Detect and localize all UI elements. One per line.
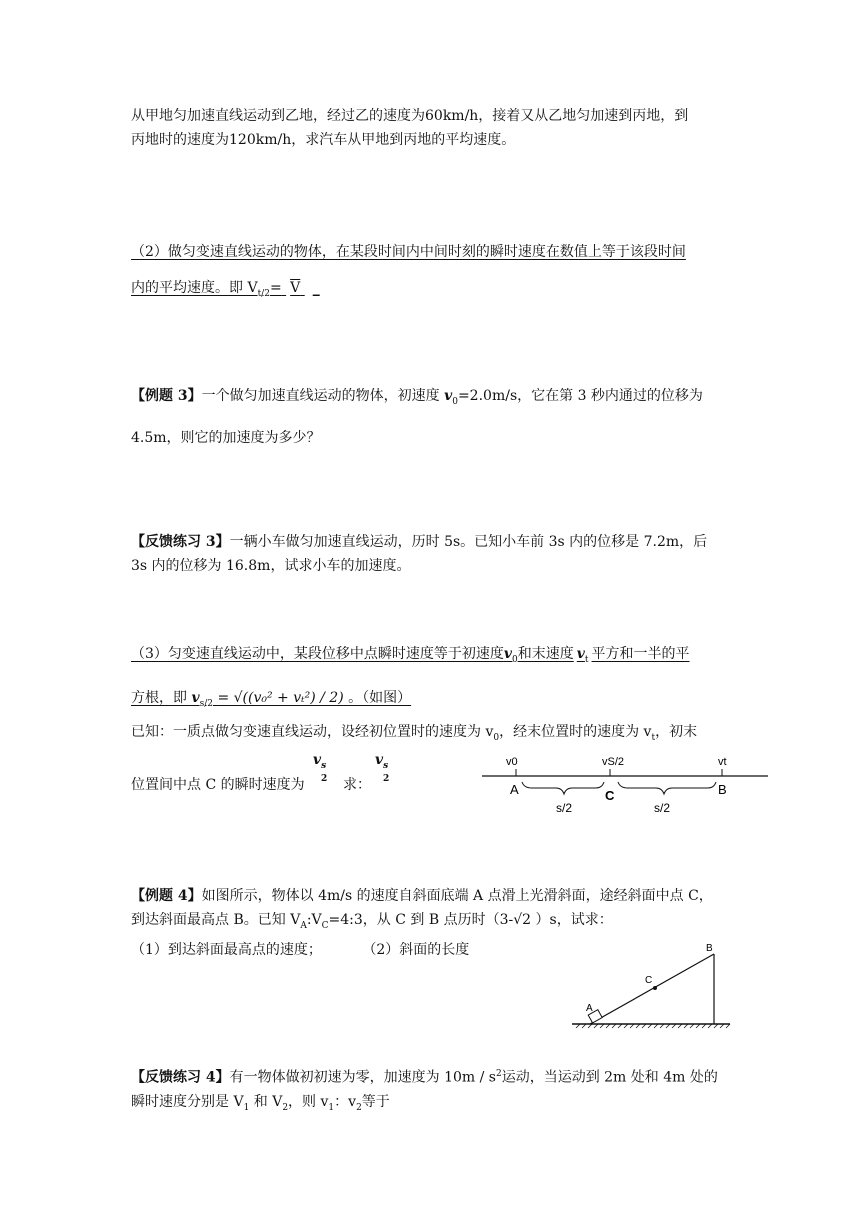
- rule-2-line1: （2）做匀变速直线运动的物体，在某段时间内中间时刻的瞬时速度在数值上等于该段时间: [131, 244, 686, 260]
- rule-2: [131, 240, 729, 306]
- frac-den: 2: [383, 774, 390, 784]
- vt-sub: t: [584, 654, 589, 665]
- label-b: B: [706, 943, 713, 954]
- example-4-text: 如图所示，物体以 4m/s 的速度自斜面底端 A 点滑上光滑斜面，途经斜面中点 C，: [201, 888, 713, 904]
- feedback-3-label: 【反馈练习 3】: [131, 534, 230, 550]
- known-text-part: 已知：一质点做匀变速直线运动，设经初位置时的速度为 v: [131, 724, 494, 740]
- brace-right: [618, 782, 716, 794]
- example-3-label: 【例题 3】: [131, 388, 202, 404]
- problem-line: 丙地时的速度为120km/h，求汽车从甲地到丙地的平均速度。: [131, 132, 516, 148]
- segment-diagram: [482, 750, 772, 820]
- feedback-4-text: 和 V: [249, 1093, 283, 1110]
- frac-num: v: [313, 752, 322, 768]
- formula-lhs-sub: s/2: [199, 698, 213, 709]
- example-4-text: :V: [306, 912, 322, 928]
- sub-a: A: [300, 920, 307, 931]
- label-v0: v0: [506, 756, 518, 768]
- v0-sub: 0: [452, 396, 458, 407]
- rule-3-text: 。（如图）: [348, 689, 412, 706]
- label-c: C: [605, 788, 615, 803]
- label-a: A: [586, 1003, 593, 1014]
- feedback-4-text: ，则 v: [288, 1093, 329, 1110]
- brace-left: [522, 782, 604, 794]
- feedback-4-label: 【反馈练习 4】: [131, 1069, 230, 1086]
- rule-2-text: 内的平均速度。即 V: [131, 280, 258, 296]
- point-c: [653, 986, 657, 990]
- label-b: B: [718, 782, 727, 797]
- known-sub: t: [651, 732, 656, 743]
- known-text-part: 位置间中点 C 的瞬时速度为: [131, 777, 305, 793]
- feedback-4-line2: [131, 1090, 729, 1120]
- sub-c: C: [321, 920, 329, 931]
- example-4-line1: [131, 884, 729, 908]
- problem-text-car: [131, 104, 729, 152]
- example-4-label: 【例题 4】: [131, 888, 202, 904]
- feedback-4-text: 等于: [361, 1093, 390, 1110]
- feedback-3: [131, 530, 729, 578]
- known-text-part: ，初末: [655, 724, 698, 740]
- feedback-3-text: 一辆小车做匀加速直线运动，历时 5s。已知小车前 3s 内的位移是 7.2m，后: [229, 534, 708, 550]
- frac-sub: s: [383, 760, 389, 771]
- example-3: [131, 384, 729, 450]
- known-text-part: 求：: [343, 777, 371, 793]
- feedback-4-line1: [131, 1062, 729, 1090]
- rule-3-text: 方根，即: [131, 689, 187, 706]
- known-line1: [131, 720, 729, 750]
- known-text-part: ，经末位置时的速度为 v: [499, 724, 652, 740]
- formula-rhs: = √((v₀² + vₜ²) / 2): [217, 689, 344, 706]
- formula-lhs: v: [191, 689, 200, 706]
- frac-den: 2: [321, 774, 328, 784]
- feedback-4-text: 运动，当运动到 2m 处和 4m 处的: [501, 1069, 718, 1086]
- rule-2-sub: t/2: [257, 288, 270, 299]
- sub-2: 2: [282, 1102, 289, 1113]
- example-3-line2: 4.5m，则它的加速度为多少？: [131, 429, 321, 446]
- feedback-4-text: 瞬时速度分别是 V: [131, 1093, 244, 1110]
- known-sub: 0: [493, 732, 500, 743]
- v0-sub: 0: [512, 654, 518, 665]
- seg-label-2: s/2: [654, 801, 671, 815]
- example-3-text: 一个做匀加速直线运动的物体，初速度: [201, 388, 440, 404]
- feedback-3-line1: [131, 530, 729, 554]
- sub-3: 1: [328, 1102, 335, 1113]
- vs2-fraction: [313, 752, 326, 771]
- sub-4: 2: [356, 1102, 362, 1113]
- rule-3-text: 平方和一半的平: [591, 646, 690, 662]
- rule-2-blank: _: [312, 280, 320, 296]
- example-3-line1: [131, 384, 729, 414]
- rule-2-eq: =: [269, 280, 282, 296]
- label-a: A: [510, 782, 519, 797]
- seg-label-1: s/2: [556, 801, 573, 815]
- example-4-text: 到达斜面最高点 B。已知 V: [131, 912, 301, 928]
- vt-symbol: v: [576, 646, 585, 662]
- rule-3-line2: [131, 686, 729, 716]
- frac-num: v: [375, 752, 384, 768]
- v0-symbol: v: [444, 388, 453, 404]
- rule-3-text: 和末速度: [517, 646, 574, 662]
- vs2-fraction-2: [375, 752, 388, 771]
- example-3-text: =2.0m/s，它在第 3 秒内通过的位移为: [457, 388, 703, 404]
- known-text: [131, 720, 729, 750]
- question-1: （1）到达斜面最高点的速度；: [131, 941, 322, 958]
- rule-3: [131, 642, 729, 716]
- feedback-4-text: ：v: [334, 1093, 357, 1110]
- question-2: （2）斜面的长度: [362, 941, 470, 958]
- label-vs2: vS/2: [602, 756, 625, 768]
- incline-diagram: [570, 940, 736, 1030]
- rule-2-line2: [131, 276, 729, 306]
- vbar-symbol: V: [290, 280, 301, 296]
- incline-line: [590, 954, 714, 1024]
- example-4-line2: [131, 908, 729, 938]
- problem-line: 从甲地匀加速直线运动到乙地，经过乙的速度为60km/h，接着又从乙地匀加速到丙地，到: [131, 108, 689, 124]
- feedback-3-line2: 3s 内的位移为 16.8m，试求小车的加速度。: [131, 558, 411, 574]
- feedback-4: [131, 1062, 729, 1119]
- v0-symbol: v: [503, 646, 513, 662]
- example-4-text: =4:3，从 C 到 B 点历时（3-√2 ）s，试求：: [328, 912, 613, 928]
- rule-3-text: （3）匀变速直线运动中，某段位移中点瞬时速度等于初速度: [131, 646, 504, 662]
- label-vt: vt: [718, 756, 727, 768]
- label-c: C: [645, 975, 653, 986]
- frac-sub: s: [321, 760, 327, 771]
- sub-1: 1: [243, 1102, 250, 1113]
- sup-2: 2: [495, 1069, 502, 1079]
- known-line2: [131, 752, 461, 802]
- feedback-4-text: 有一物体做初初速为零，加速度为 10m / s: [229, 1069, 496, 1086]
- rule-3-line1: [131, 642, 729, 672]
